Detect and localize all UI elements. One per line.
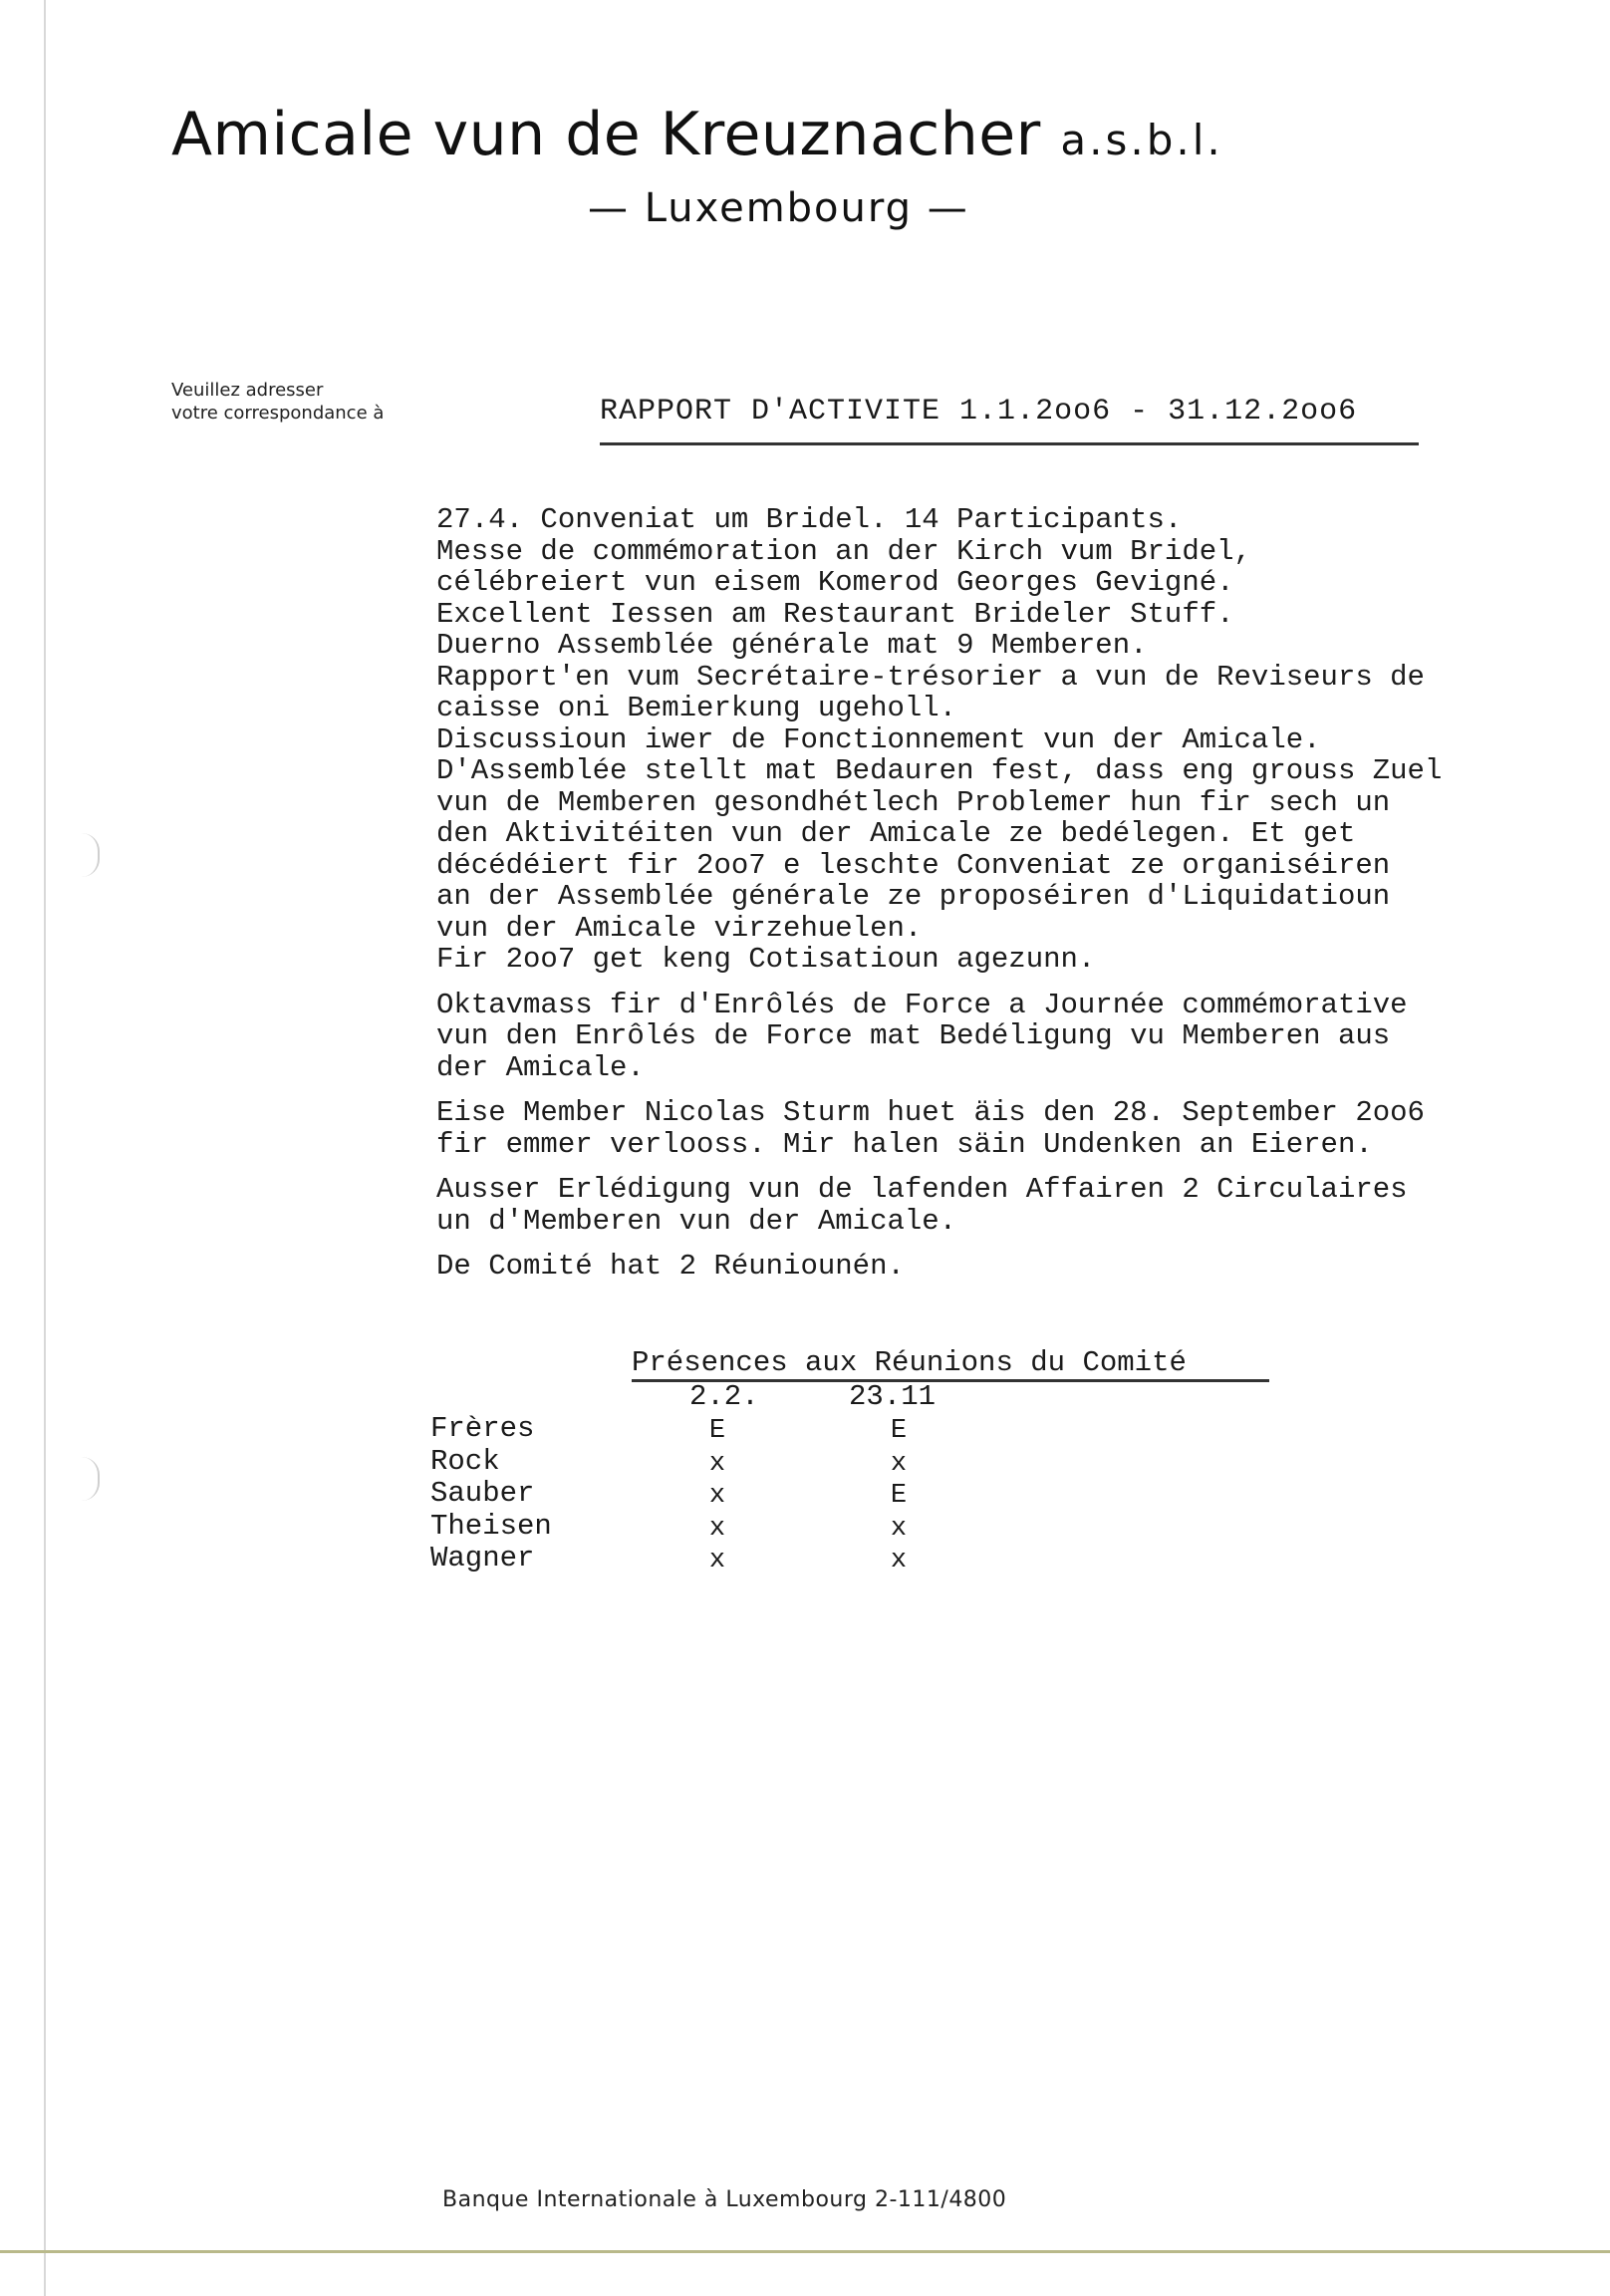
body-line: vun de Memberen gesondhétlech Problemer hun fir sech un xyxy=(436,785,1391,819)
letterhead-title xyxy=(171,100,1506,169)
bottom-rule xyxy=(0,2250,1610,2253)
body-line: den Aktivitéiten vun der Amicale ze bedélegen. Et get xyxy=(436,817,1356,850)
presence-date-2: 23.11 xyxy=(849,1380,937,1413)
letterhead-name: Amicale vun de Kreuznacher xyxy=(171,100,1041,169)
body-line: célébreiert vun eisem Komerod Georges Gevigné. xyxy=(436,566,1234,599)
body-line: Messe de commémoration an der Kirch vum Bridel, xyxy=(436,534,1251,568)
body-line: an der Assemblée générale ze proposéiren d'Liquidatioun xyxy=(436,880,1391,913)
presence-mark: x xyxy=(890,1448,908,1479)
address-note xyxy=(171,379,384,425)
presence-mark: x xyxy=(890,1513,908,1544)
body-line: Oktavmass fir d'Enrôlés de Force a Journée commémorative xyxy=(436,988,1408,1021)
presences-title: Présences aux Réunions du Comité xyxy=(632,1347,1269,1382)
punch-hole-mark xyxy=(82,833,100,877)
paragraph-gap xyxy=(436,1237,1592,1251)
page-edge-line xyxy=(44,0,46,2296)
presence-member-name: Sauber xyxy=(430,1477,535,1510)
presence-member-name: Wagner xyxy=(430,1542,535,1575)
presence-mark: x xyxy=(708,1546,726,1576)
body-line: Discussioun iwer de Fonctionnement vun der Amicale. xyxy=(436,722,1321,756)
paragraph-gap xyxy=(436,1160,1592,1174)
presence-member-name: Frères xyxy=(430,1412,535,1445)
body-line: vun den Enrôlés de Force mat Bedéligung vu Memberen aus xyxy=(436,1019,1391,1052)
address-line-2: votre correspondance à xyxy=(171,403,385,424)
paragraph-gap xyxy=(436,976,1592,990)
body-line: Fir 2oo7 get keng Cotisatioun agezunn. xyxy=(436,943,1096,976)
presence-mark: E xyxy=(890,1416,908,1446)
presence-mark: E xyxy=(708,1416,726,1446)
body-line: Duerno Assemblée générale mat 9 Memberen. xyxy=(436,629,1148,662)
punch-hole-mark xyxy=(82,1457,100,1501)
presence-mark: x xyxy=(708,1481,726,1511)
body-line: Eise Member Nicolas Sturm huet äis den 28. September 2oo6 xyxy=(436,1096,1425,1129)
body-line: fir emmer verlooss. Mir halen säin Undenken an Eieren. xyxy=(436,1127,1373,1161)
letterhead-suffix: a.s.b.l. xyxy=(1060,116,1223,164)
presence-mark: x xyxy=(708,1513,726,1544)
paragraph-gap xyxy=(436,1083,1592,1097)
presence-mark: E xyxy=(890,1481,908,1511)
presence-member-name: Theisen xyxy=(430,1509,552,1543)
body-line: der Amicale. xyxy=(436,1050,645,1084)
body-line: 27.4. Conveniat um Bridel. 14 Participants. xyxy=(436,503,1183,536)
body-line: De Comité hat 2 Réuniounén. xyxy=(436,1250,905,1283)
report-body xyxy=(436,504,1592,1283)
body-line: vun der Amicale virzehuelen. xyxy=(436,911,923,945)
presence-member-name: Rock xyxy=(430,1444,500,1478)
body-line: Excellent Iessen am Restaurant Brideler Stuff. xyxy=(436,597,1234,631)
body-line: Ausser Erlédigung vun de lafenden Affairen 2 Circulaires xyxy=(436,1173,1408,1206)
body-line: caisse oni Bemierkung ugeholl. xyxy=(436,692,957,724)
body-line: décédéiert fir 2oo7 e leschte Conveniat ze organiséiren xyxy=(436,848,1391,882)
body-line: un d'Memberen vun der Amicale. xyxy=(436,1204,957,1238)
presence-date-1: 2.2. xyxy=(689,1380,759,1413)
presence-mark: x xyxy=(890,1546,908,1576)
body-line: Rapport'en vum Secrétaire-trésorier a vun de Reviseurs de xyxy=(436,660,1425,694)
presence-mark: x xyxy=(708,1448,726,1479)
report-title: RAPPORT D'ACTIVITE 1.1.2oo6 - 31.12.2oo6 xyxy=(600,395,1419,445)
bank-footer: Banque Internationale à Luxembourg 2-111/4800 xyxy=(442,2187,1007,2212)
letterhead-city: — Luxembourg — xyxy=(588,185,969,231)
body-line: D'Assemblée stellt mat Bedauren fest, dass eng grouss Zuel xyxy=(436,754,1443,787)
address-line-1: Veuillez adresser xyxy=(171,380,324,401)
